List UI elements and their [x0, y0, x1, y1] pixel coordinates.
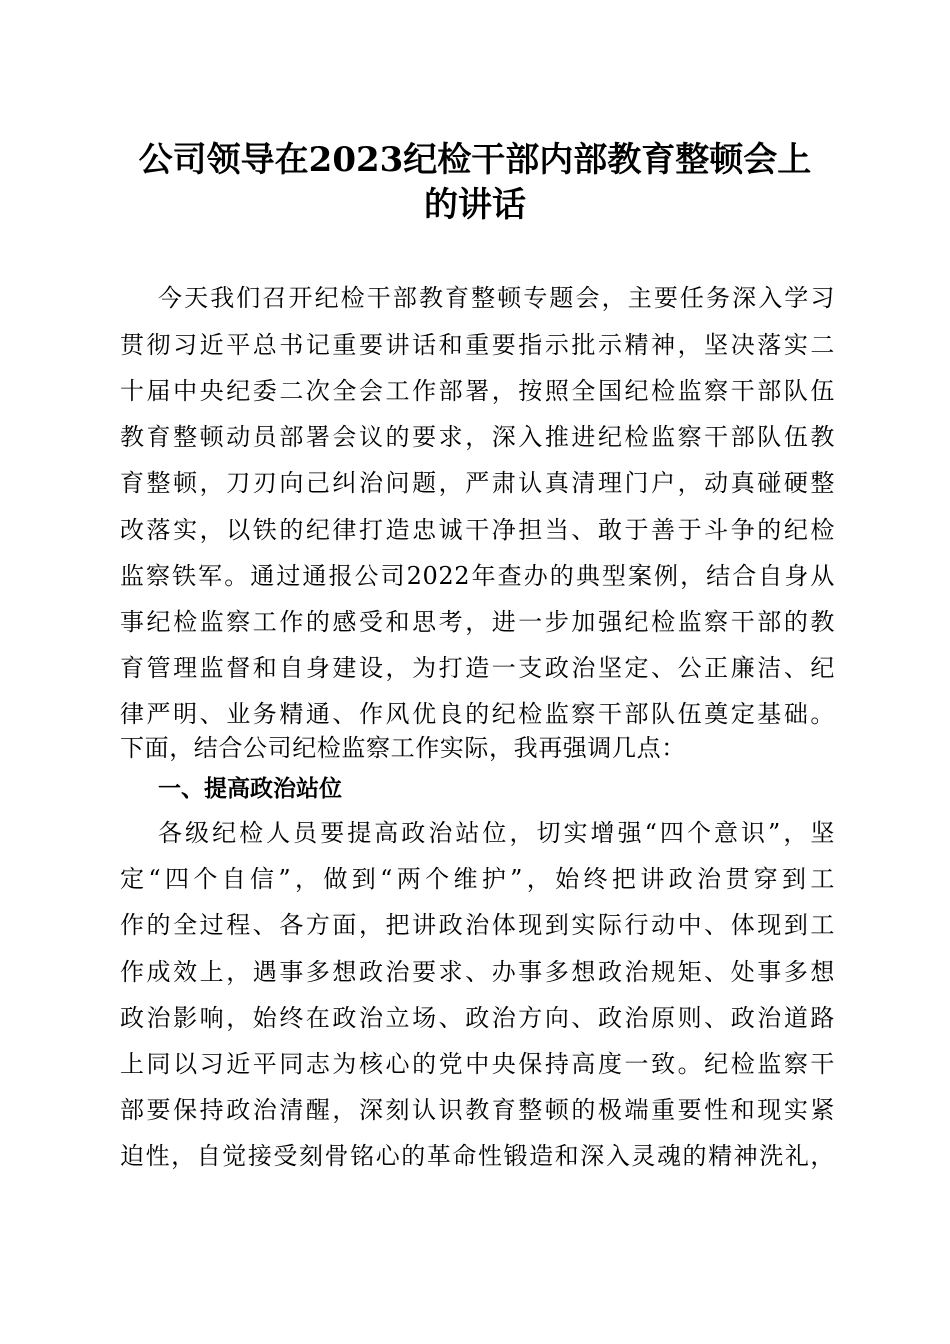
paragraph-1-line: 律严明、业务精通、作风优良的纪检监察干部队伍奠定基础。 [120, 700, 835, 728]
paragraph-2-line: 上同以习近平同志为核心的党中央保持高度一致。纪检监察干 [120, 1050, 835, 1078]
document-title-line-2: 的讲话 [424, 185, 526, 225]
paragraph-1-line: 事纪检监察工作的感受和思考，进一步加强纪检监察干部的教 [120, 608, 835, 636]
paragraph-2-line: 定“四个自信”，做到“两个维护”，始终把讲政治贯穿到工 [120, 865, 835, 893]
document-title-line-1: 公司领导在2023纪检干部内部教育整顿会上 [138, 140, 812, 180]
paragraph-1-line: 监察铁军。通过通报公司2022年查办的典型案例，结合自身从 [120, 562, 835, 590]
paragraph-1-line: 十届中央纪委二次全会工作部署，按照全国纪检监察干部队伍 [120, 377, 835, 405]
paragraph-2-line: 部要保持政治清醒，深刻认识教育整顿的极端重要性和现实紧 [120, 1096, 835, 1124]
paragraph-1-line: 育整顿，刀刃向己纠治问题，严肃认真清理门户，动真碰硬整 [120, 469, 835, 497]
paragraph-2-line: 各级纪检人员要提高政治站位，切实增强“四个意识”，坚 [158, 819, 835, 847]
paragraph-1-line: 贯彻习近平总书记重要讲话和重要指示批示精神，坚决落实二 [120, 331, 835, 359]
paragraph-1-line: 改落实，以铁的纪律打造忠诚干净担当、敢于善于斗争的纪检 [120, 516, 835, 544]
section-heading-1: 一、提高政治站位 [158, 776, 342, 802]
paragraph-2-line: 政治影响，始终在政治立场、政治方向、政治原则、政治道路 [120, 1004, 835, 1032]
paragraph-1-line: 教育整顿动员部署会议的要求，深入推进纪检监察干部队伍教 [120, 423, 835, 451]
paragraph-1-line: 下面，结合公司纪检监察工作实际，我再强调几点： [120, 734, 686, 762]
paragraph-2-line: 作的全过程、各方面，把讲政治体现到实际行动中、体现到工 [120, 911, 835, 939]
paragraph-1-line: 育管理监督和自身建设，为打造一支政治坚定、公正廉洁、纪 [120, 654, 835, 682]
paragraph-2-line: 迫性，自觉接受刻骨铭心的革命性锻造和深入灵魂的精神洗礼， [120, 1142, 835, 1170]
paragraph-1-line: 今天我们召开纪检干部教育整顿专题会，主要任务深入学习 [158, 284, 835, 312]
paragraph-2-line: 作成效上，遇事多想政治要求、办事多想政治规矩、处事多想 [120, 958, 835, 986]
